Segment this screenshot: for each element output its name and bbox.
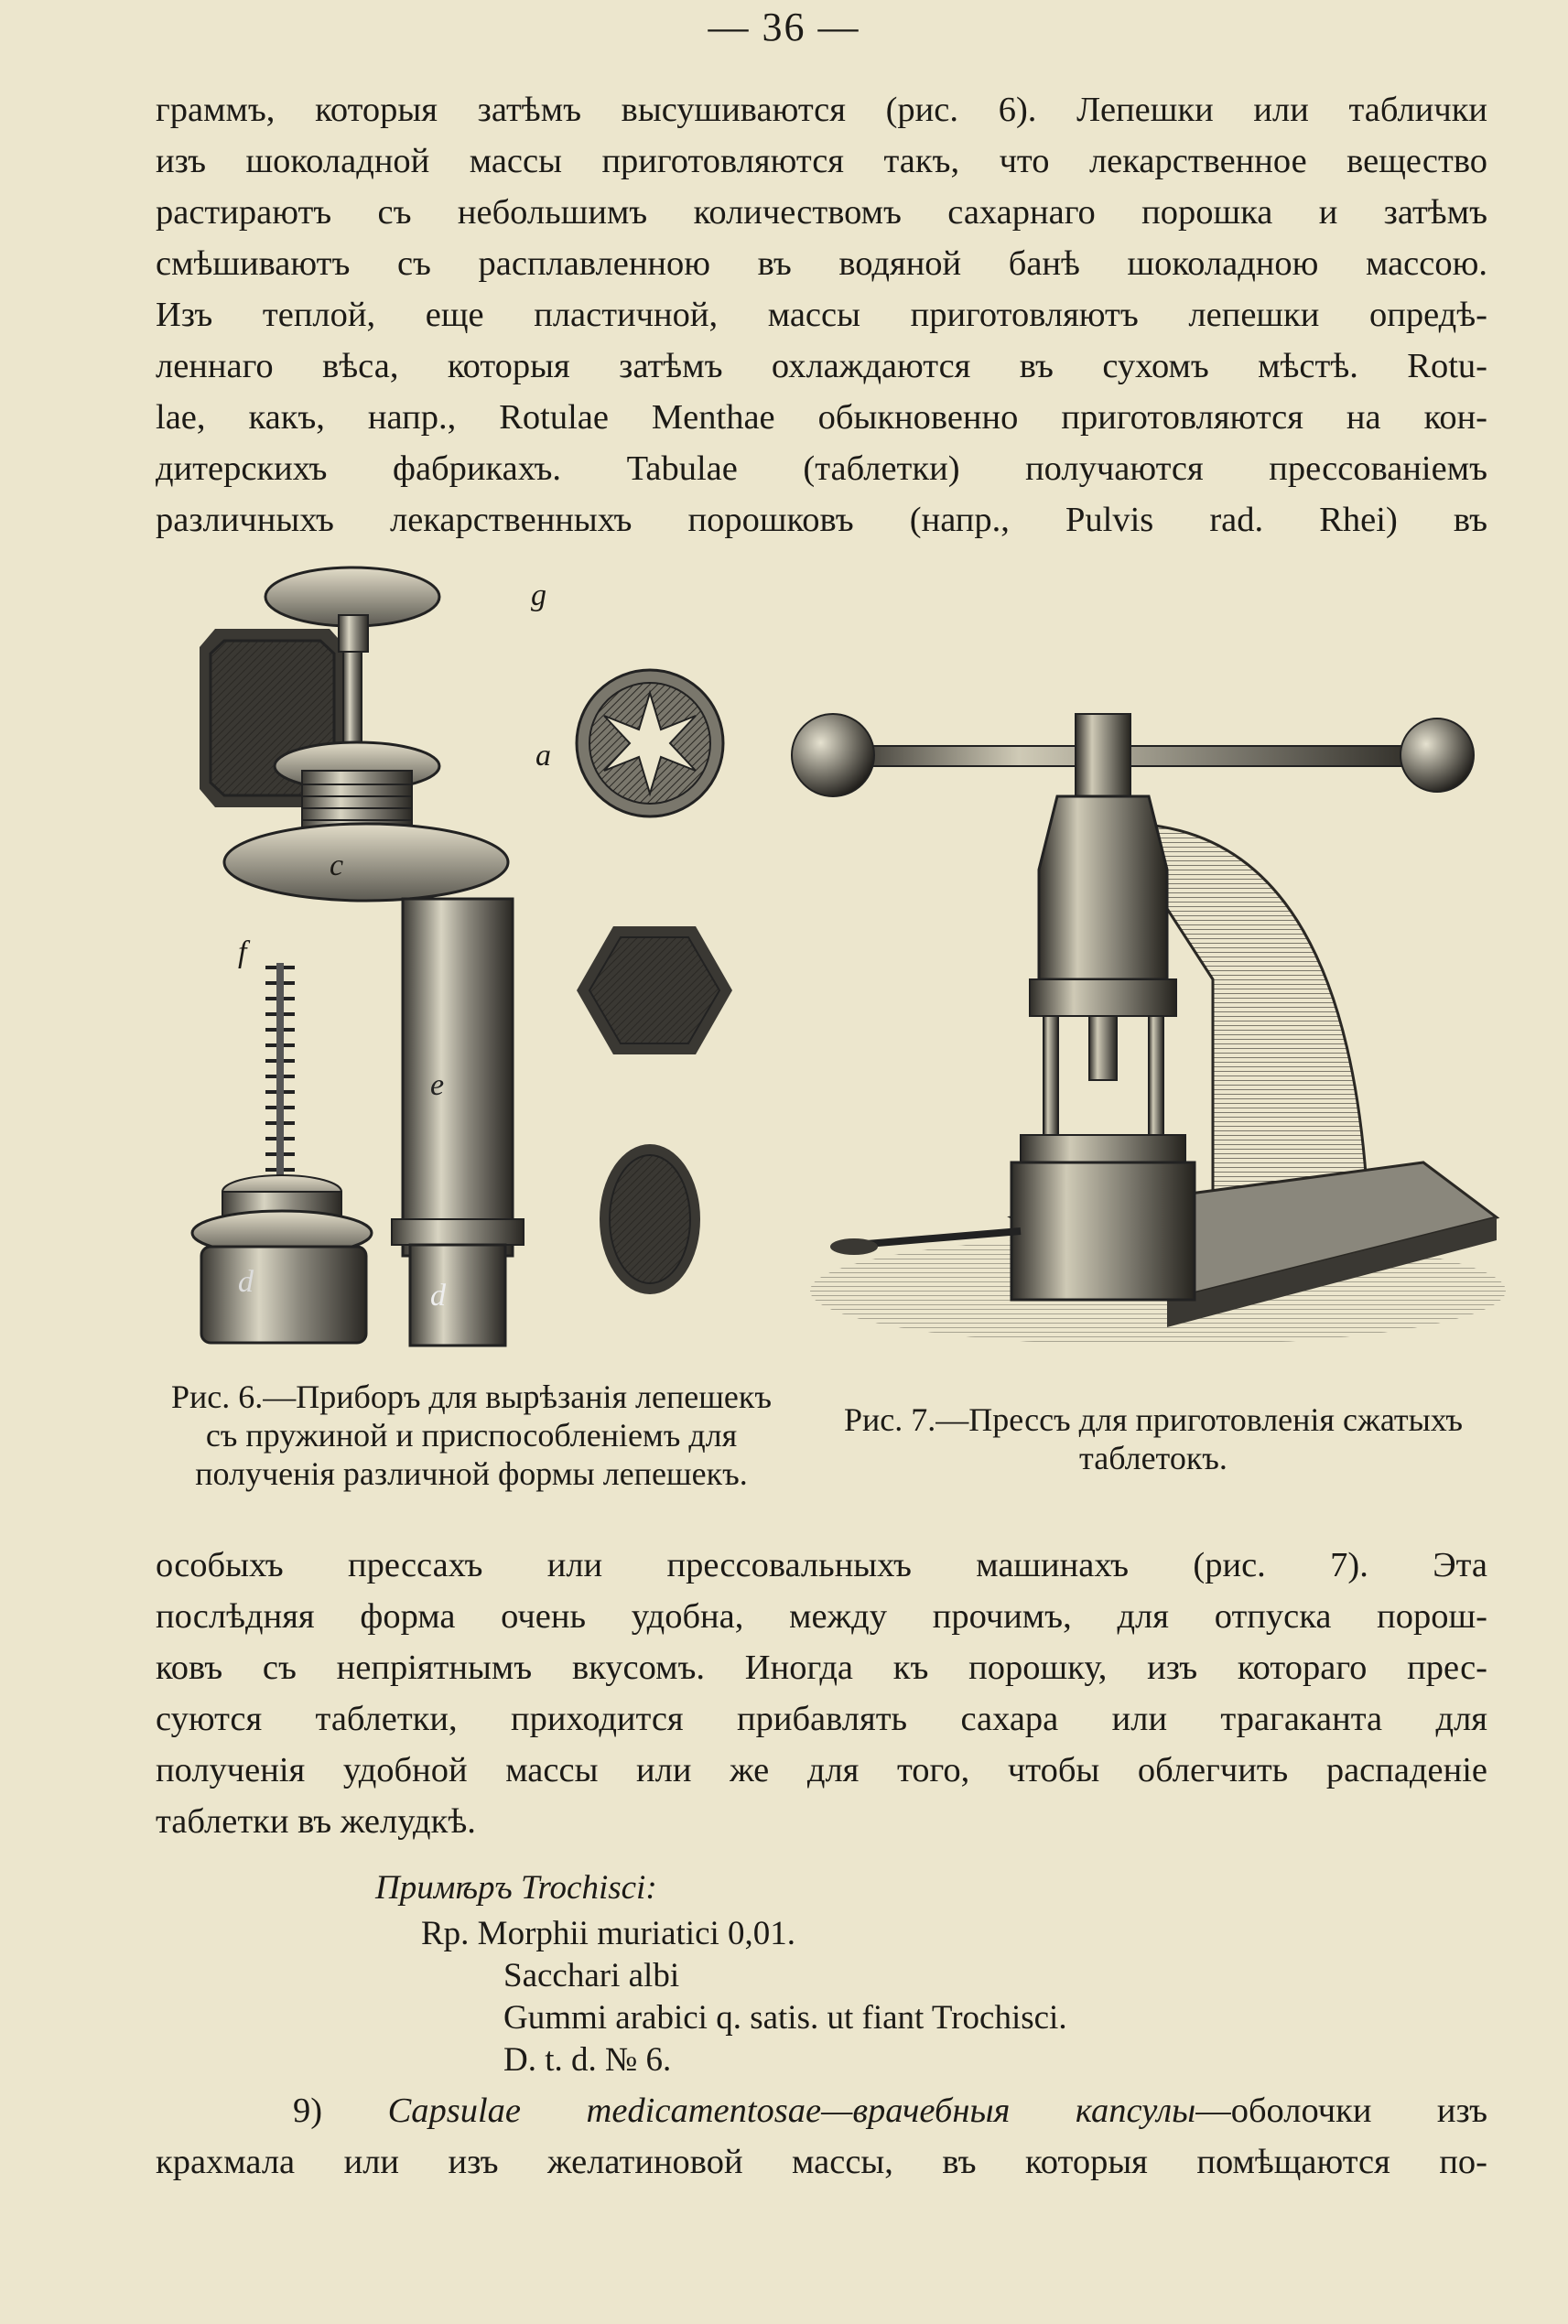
text-line: дитерскихъ фабрикахъ. Tabulae (таблетки) получаются прессованіемъ: [156, 449, 1487, 488]
lozenge-cutter-illustration: [183, 560, 769, 1357]
label-a: a: [535, 739, 551, 773]
figure-6-lozenge-cutter: [183, 560, 769, 1357]
text-line: послѣдняя форма очень удобна, между прочимъ, для отпуска порош-: [156, 1597, 1487, 1636]
text-fragment: —оболочки изъ: [1195, 2092, 1487, 2130]
text-line: lae, какъ, напр., Rotulae Menthae обыкновенно приготовляются на кон-: [156, 398, 1487, 437]
recipe-line: Sacchari albi: [503, 1957, 680, 1994]
capsules-term: Capsulae medicamentosae—врачебныя капсулы: [387, 2092, 1196, 2130]
text-line: Изъ теплой, еще пластичной, массы приготовляютъ лепешки опредѣ-: [156, 296, 1487, 334]
text-line: граммъ, которыя затѣмъ высушиваются (рис. 6). Лепешки или таблички: [156, 91, 1487, 129]
figure-6-caption: Рис. 6.—Приборъ для вырѣзанія лепешекъ съ пружиной и приспособленіемъ для полученія различной формы лепешекъ.: [170, 1378, 773, 1492]
label-c: c: [330, 849, 344, 882]
tablet-press-illustration: [783, 705, 1515, 1355]
text-line: изъ шоколадной массы приготовляются такъ, что лекарственное вещество: [156, 142, 1487, 180]
paragraph-bottom: [156, 2085, 1487, 2188]
recipe-line: Rp. Morphii muriatici 0,01.: [421, 1915, 796, 1952]
text-line: ковъ съ непріятнымъ вкусомъ. Иногда къ порошку, изъ котораго прес-: [156, 1648, 1487, 1687]
paragraph-middle: [156, 1540, 1487, 1847]
text-line: различныхъ лекарственныхъ порошковъ (напр., Pulvis rad. Rhei) въ: [156, 501, 1487, 539]
paragraph-top: [156, 84, 1487, 546]
text-line: растираютъ съ небольшимъ количествомъ сахарнаго порошка и затѣмъ: [156, 193, 1487, 232]
figure-7-tablet-press: [783, 705, 1515, 1355]
label-e: e: [430, 1068, 445, 1102]
page-number: — 36 —: [708, 5, 860, 49]
text-line: особыхъ прессахъ или прессовальныхъ машинахъ (рис. 7). Эта: [156, 1546, 1487, 1584]
recipe-example: [375, 1867, 1382, 2081]
recipe-line: Gummi arabici q. satis. ut fiant Trochisci.: [503, 1999, 1067, 2037]
item-number: 9): [293, 2092, 323, 2130]
text-line: таблетки въ желудкѣ.: [156, 1802, 476, 1841]
text-line: смѣшиваютъ съ расплавленною въ водяной банѣ шоколадною массою.: [156, 244, 1487, 283]
recipe-title: Примѣръ Trochisci:: [375, 1869, 657, 1907]
text-line: полученія удобной массы или же для того, чтобы облегчить распаденіе: [156, 1751, 1487, 1789]
text-line: крахмала или изъ желатиновой массы, въ которыя помѣщаются по-: [156, 2143, 1487, 2181]
text-line-first: [156, 2085, 1487, 2136]
label-d-right: d: [430, 1279, 446, 1313]
text-line: суются таблетки, приходится прибавлять сахара или трагаканта для: [156, 1700, 1487, 1738]
text-line: леннаго вѣса, которыя затѣмъ охлаждаются въ сухомъ мѣстѣ. Rotu-: [156, 347, 1487, 385]
label-g: g: [531, 578, 546, 612]
label-f: f: [238, 935, 247, 969]
recipe-line: D. t. d. № 6.: [503, 2041, 672, 2079]
label-d-left: d: [238, 1265, 254, 1299]
figure-7-caption: Рис. 7.—Прессъ для приготовленія сжатыхъ таблетокъ.: [843, 1401, 1464, 1476]
